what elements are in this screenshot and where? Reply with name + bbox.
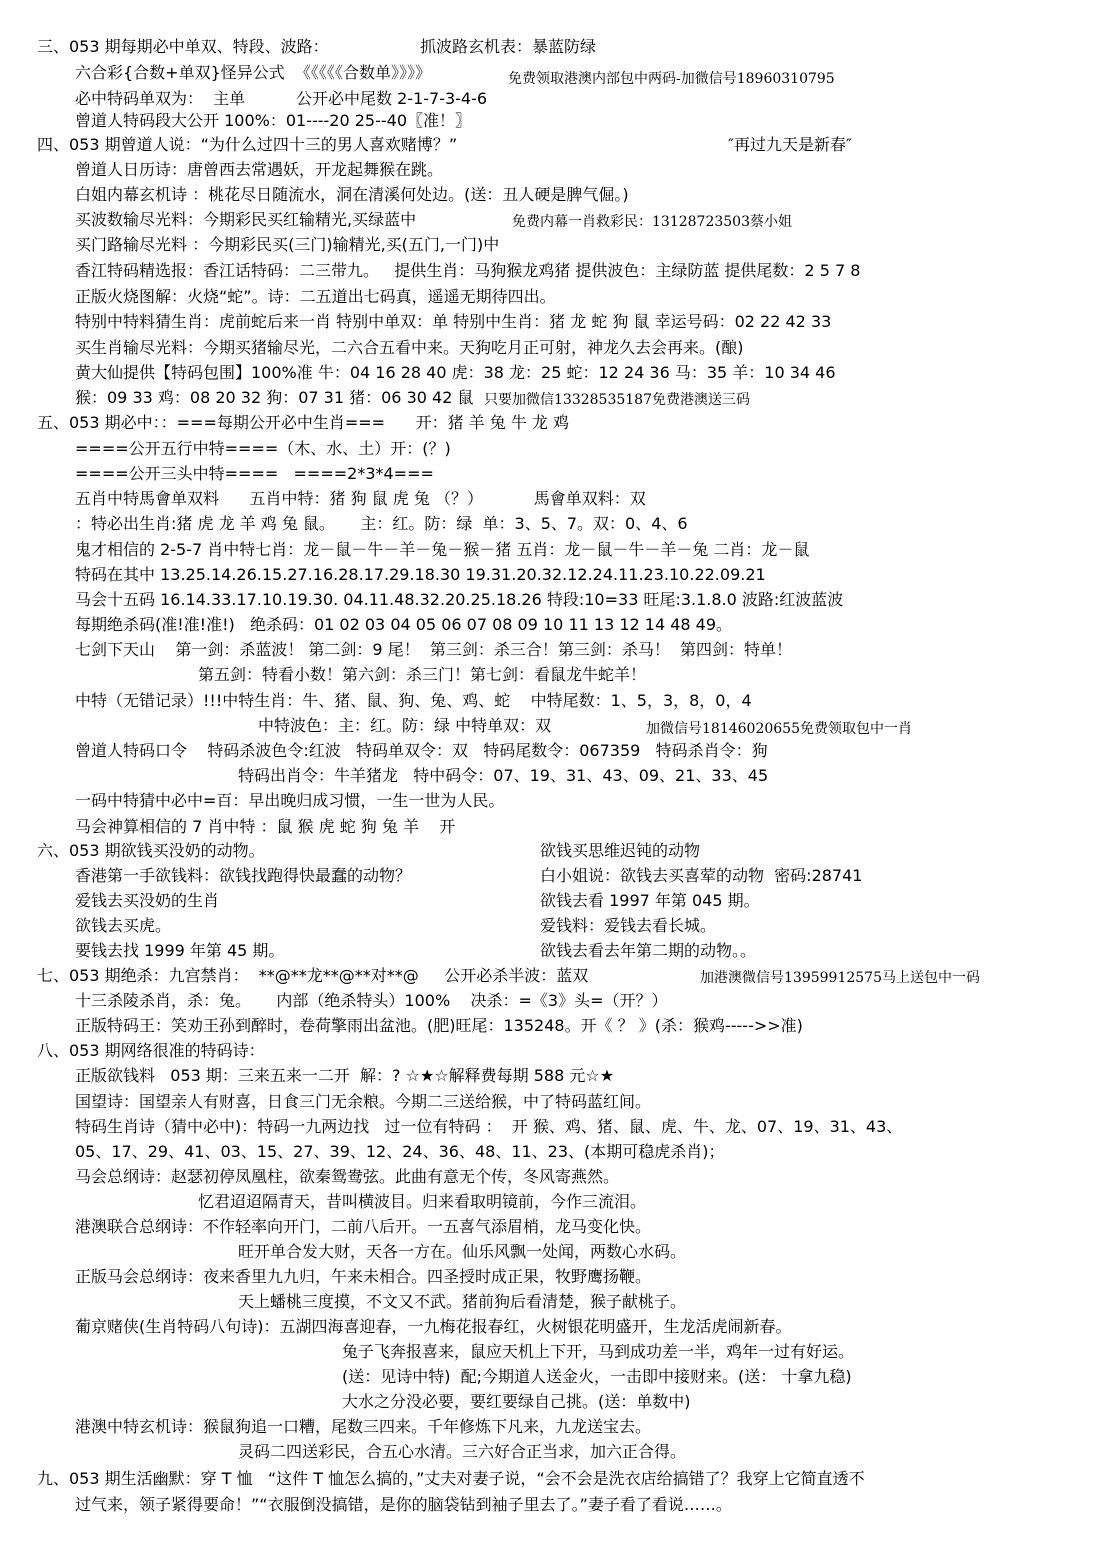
section-5-heading: 五、053 期必中：：===每期公开必中生肖=== 开：猪 羊 兔 牛 龙 鸡 (37, 413, 570, 432)
section-3-wave-table: 抓波路玄机表：暴蓝防绿 (420, 37, 597, 56)
section-9-joke-cont: 过气来，领子紧得要命！”“衣服倒没搞错，是你的脑袋钻到袖子里去了。”妻子看了看说……。 (75, 1495, 732, 1514)
section-8-horse-poem: 马会总纲诗：赵瑟初停凤凰柱，欲秦鸳鸯弦。此曲有意无个传，冬风寄燕然。 (75, 1167, 620, 1186)
section-8-gambler-poem-2: 兔子飞奔报喜来，鼠应天机上下开，马到成功差一半，鸡年一过有好运。 (342, 1342, 855, 1361)
section-4-insider-poem: 白姐内幕玄机诗 ：桃花尽日随流水，洞在清溪何处边。(送：丑人硬是脾气倔。) (75, 185, 629, 204)
section-8-zodiac-poem-cont: 05、17、29、41、03、15、27、39、12、24、36、48、11、23、(本期可稳虎杀肖)； (75, 1142, 725, 1161)
section-6-left-4: 要钱去找 1999 年第 45 期。 (75, 941, 285, 960)
section-8-gambler-poem: 葡京赌侠(生肖特码八句诗)：五湖四海喜迎春，一九梅花报春红，火树银花明盛开，生龙活虎闹新春。 (75, 1317, 792, 1336)
section-5-commands: 曾道人特码口令 特码杀波色令:红波 特码单双令：双 特码尾数令：067359 特码杀肖令：狗 (75, 741, 768, 760)
section-6-heading: 六、053 期欲钱买没奶的动物。 (37, 841, 265, 860)
section-5-seven-zodiac: 马会神算相信的 7 肖中特 ：鼠 猴 虎 蛇 狗 兔 羊 开 (75, 817, 456, 836)
section-8-joint-poem-cont: 旺开单合发大财，天各一方在。仙乐风飘一处闻，两数心水码。 (238, 1242, 687, 1261)
section-4-calendar-poem: 曾道人日历诗：唐曾西去常遇妖，开龙起舞猴在跳。 (75, 160, 444, 179)
section-6-left-3: 欲钱去买虎。 (75, 916, 172, 935)
section-8-heading: 八、053 期网络很准的特码诗： (37, 1041, 265, 1060)
section-5-three-heads: ====公开三头中特==== ====2*3*4=== (75, 464, 434, 483)
section-5-ad: 加微信号18146020655免费领取包中一肖 (646, 721, 912, 737)
section-6-right-2: 欲钱去看 1997 年第 045 期。 (540, 891, 760, 910)
section-5-257-zodiac: 鬼才相信的 2-5-7 肖中特七肖：龙－鼠－牛－羊－兔－猴－猪 五肖：龙－鼠－牛－羊－兔 二肖：龙－鼠 (75, 540, 810, 559)
section-6-left-2: 爱钱去买没奶的生肖 (75, 891, 220, 910)
section-5-seven-swords: 七剑下天山 第一剑：杀蓝波！ 第二剑：9 尾！ 第三剑：杀三合！第三剑：杀马！ 第四剑：特单！ (75, 640, 793, 659)
section-4-new-year-note: ″再过九天是新春″ (728, 135, 852, 154)
section-8-gambler-poem-4: 大水之分没必要，要红要绿自己挑。(送：单数中) (342, 1392, 691, 1411)
section-5-commands-cont: 特码出肖令：牛羊猪龙 特中码令：07、19、31、43、09、21、33、45 (238, 766, 769, 785)
section-7-thirteen-kill: 十三杀陵杀肖，杀：兔。 内部（绝杀特头）100% 决杀：=《3》头=（开？） (75, 991, 668, 1010)
section-6-right-0: 欲钱买思维迟钝的动物 (540, 841, 701, 860)
section-8-guowang-poem: 国望诗：国望亲人有财喜，日食三门无余粮。今期二三送给猴，中了特码蓝红间。 (75, 1092, 652, 1111)
section-3-odd-even: 必中特码单双为： 主单 公开必中尾数 2-1-7-3-4-6 (75, 89, 488, 108)
section-7-heading: 七、053 期绝杀：九宫禁肖： **@**龙**@**对**@ 公开必杀半波：蓝双 (37, 966, 589, 985)
section-5-fifteen-numbers: 马会十五码 16.14.33.17.10.19.30. 04.11.48.32.20.25.18.26 特段:10=33 旺尾:3.1.8.0 波路:红波蓝波 (75, 590, 844, 609)
section-4-door-loss: 买门路输尽光料 ：今期彩民买(三门)输精光,买(五门,一门)中 (75, 235, 500, 254)
section-4-ad-1: 免费内幕一肖救彩民：13128723503蔡小姐 (512, 214, 792, 230)
section-5-kill-numbers: 每期绝杀码(准!准!准!) 绝杀码：01 02 03 04 05 06 07 08 09 10 11 13 12 14 48 49。 (75, 615, 733, 634)
section-3-heading: 三、053 期每期必中单双、特段、波路： (37, 37, 329, 56)
section-8-official-poem: 正版马会总纲诗：夜来香里九九归，午来未相合。四圣授时成正果，牧野鹰扬鞭。 (75, 1267, 652, 1286)
section-3-segment: 曾道人特码段大公开 100%：01----20 25--40〖准！〗 (75, 111, 471, 130)
section-6-right-1: 白小姐说：欲钱去买喜荤的动物 密码:28741 (540, 866, 863, 885)
section-3-formula: 六合彩{合数+单双}怪异公式 《《《《《合数单》》》》 (75, 63, 431, 82)
section-4-number-groups: 猴：09 33 鸡：08 20 32 狗：07 31 猪：06 30 42 鼠 (75, 388, 474, 407)
section-5-must-zodiac: ：特必出生肖:猪 虎 龙 羊 鸡 兔 鼠。 主：红。防：绿 单：3、5、7。双：0、4、6 (75, 514, 688, 533)
section-4-heading: 四、053 期曾道人说：“为什么过四十三的男人喜欢赌博？” (37, 135, 458, 154)
section-5-record: 中特（无错记录）!!!中特生肖：牛、猪、鼠、狗、兔、鸡、蛇 中特尾数：1、5，3，8，0，4 (75, 691, 752, 710)
section-5-seven-swords-cont: 第五剑：特看小数！第六剑：杀三门！第七剑：看鼠龙牛蛇羊！ (198, 665, 647, 684)
section-8-mystic-poem-cont: 灵码二四送彩民，合五心水清。三六好合正当求，加六正合得。 (238, 1442, 687, 1461)
section-8-zodiac-poem: 特码生肖诗（猜中必中)：特码一九两边找 过一位有特码 ： 开 猴、鸡、猪、鼠、虎、牛、龙、07、19、31、43、 (75, 1117, 903, 1136)
section-8-mystic-poem: 港澳中特玄机诗：猴鼠狗追一口糟，尾数三四来。千年修炼下凡来，九龙送宝去。 (75, 1417, 652, 1436)
section-4-special-zodiac: 特别中特料猜生肖：虎前蛇后来一肖 特别中单双：单 特别中生肖：猪 龙 蛇 狗 鼠 幸运号码：02 22 42 33 (75, 312, 832, 331)
section-8-joint-poem: 港澳联合总纲诗：不作轻率向开门，二前八后开。一五喜气添眉梢，龙马变化快。 (75, 1217, 652, 1236)
section-9-heading: 九、053 期生活幽默：穿 T 恤 “这件 T 恤怎么搞的，”丈夫对妻子说，“会不会是洗衣店给搞错了？我穿上它简直透不 (37, 1469, 865, 1488)
section-8-desire-material: 正版欲钱料 053 期：三来五来一二开 解：? ☆★☆解释费每期 588 元☆★ (75, 1066, 615, 1085)
section-6-right-4: 欲钱去看去年第二期的动物。。 (540, 941, 757, 960)
section-8-official-poem-cont: 天上蟠桃三度摸，不文又不武。猪前狗后看清楚，猴子献桃子。 (238, 1292, 687, 1311)
section-4-zodiac-loss: 买生肖输尽光料：今期买猪输尽光，二六合五看中来。天狗吃月正可射，神龙久去会再来。(酿) (75, 338, 744, 357)
section-5-one-number: 一码中特猜中必中=百：早出晚归成习惯，一生一世为人民。 (75, 791, 505, 810)
section-7-ad: 加港澳微信号13959912575马上送包中一码 (700, 970, 980, 986)
section-6-left-1: 香港第一手欲钱料：欲钱找跑得快最蠢的动物？ (75, 866, 412, 885)
section-4-wave-loss: 买波数输尽光料：今期彩民买红输精光,买绿蓝中 (75, 210, 417, 229)
section-4-ad-2: 只要加微信13328535187免费港澳送三码 (484, 392, 750, 408)
section-5-special-numbers: 特码在其中 13.25.14.26.15.27.16.28.17.29.18.30 19.31.20.32.12.24.11.23.10.22.09.21 (75, 565, 766, 584)
section-4-xiangjiang: 香江特码精选报：香江话特码：二三带九。 提供生肖：马狗猴龙鸡猪 提供波色：主绿防蓝 提供尾数：2 5 7 8 (75, 261, 861, 280)
section-6-right-3: 爱钱料：爱钱去看长城。 (540, 916, 717, 935)
section-5-five-elements: ====公开五行中特====（木、水、土）开：(？) (75, 439, 451, 458)
section-4-huang-daxian: 黄大仙提供【特码包围】100%准 牛：04 16 28 40 虎：38 龙：25 蛇：12 24 36 马：35 羊：10 34 46 (75, 363, 836, 382)
section-4-fire-diagram: 正版火烧图解：火烧“蛇”。诗：二五道出七码真，遥遥无期待四出。 (75, 287, 556, 306)
section-8-horse-poem-cont: 忆君迢迢隔青天，昔叫横波目。归来看取明镜前，今作三流泪。 (198, 1192, 647, 1211)
section-5-five-zodiac: 五肖中特馬會单双料 五肖中特：猪 狗 鼠 虎 兔 （？） 馬會单双料：双 (75, 489, 646, 508)
section-8-gambler-poem-3: (送：见诗中特) 配;今期道人送金火，一击即中接财来。(送： 十拿九稳) (342, 1367, 852, 1386)
section-5-wave-color: 中特波色：主：红。防：绿 中特单双：双 (258, 716, 552, 735)
section-3-ad: 免费领取港澳内部包中两码-加微信号18960310795 (508, 71, 835, 87)
section-7-special-king: 正版特码王：笑劝王孙到醉时，卷荷擎雨出盆池。(肥)旺尾：135248。开《 ？ 》(杀：猴鸡----->>准) (75, 1016, 803, 1035)
